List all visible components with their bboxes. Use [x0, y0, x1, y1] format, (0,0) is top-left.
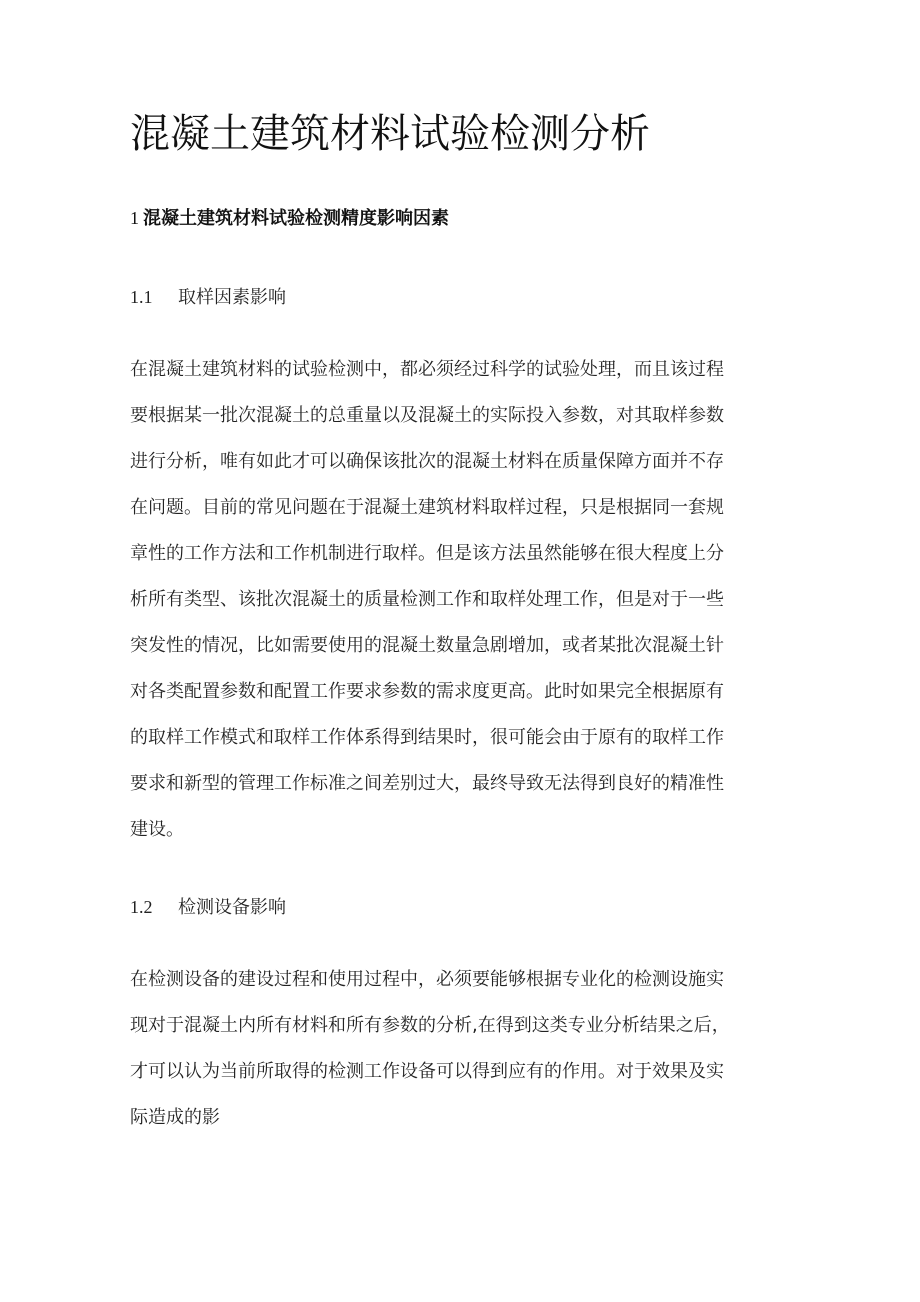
paragraph-line: 要根据某一批次混凝土的总重量以及混凝土的实际投入参数，对其取样参数 — [130, 405, 724, 426]
paragraph-line: 才可以认为当前所取得的检测工作设备可以得到应有的作用。对于效果及实 — [130, 1061, 724, 1082]
subsection-title: 取样因素影响 — [178, 287, 286, 308]
paragraph-line: 在混凝土建筑材料的试验检测中，都必须经过科学的试验处理，而且该过程 — [130, 359, 724, 380]
paragraph-line: 建设。 — [130, 819, 184, 840]
subsection-title: 检测设备影响 — [178, 897, 286, 918]
section-heading — [130, 204, 449, 233]
paragraph-line: 突发性的情况，比如需要使用的混凝土数量急剧增加，或者某批次混凝土针 — [130, 635, 724, 656]
paragraph-line: 析所有类型、该批次混凝土的质量检测工作和取样处理工作，但是对于一些 — [130, 589, 724, 610]
paragraph-line: 在问题。目前的常见问题在于混凝土建筑材料取样过程，只是根据同一套规 — [130, 497, 724, 518]
body-paragraph — [130, 957, 730, 1141]
subsection-number: 1.1 — [130, 287, 153, 307]
paragraph-line: 章性的工作方法和工作机制进行取样。但是该方法虽然能够在很大程度上分 — [130, 543, 724, 564]
body-paragraph — [130, 347, 724, 853]
paragraph-line: 进行分析，唯有如此才可以确保该批次的混凝土材料在质量保障方面并不存 — [130, 451, 724, 472]
paragraph-line: 际造成的影 — [130, 1107, 220, 1128]
paragraph-line: 要求和新型的管理工作标准之间差别过大，最终导致无法得到良好的精准性 — [130, 773, 724, 794]
paragraph-line: 在检测设备的建设过程和使用过程中，必须要能够根据专业化的检测设施实 — [130, 969, 724, 990]
subsection-heading — [130, 283, 286, 312]
subsection-heading — [130, 893, 286, 922]
paragraph-line: 的取样工作模式和取样工作体系得到结果时，很可能会由于原有的取样工作 — [130, 727, 724, 748]
paragraph-line: 对各类配置参数和配置工作要求参数的需求度更高。此时如果完全根据原有 — [130, 681, 724, 702]
section-number: 1 — [130, 208, 139, 228]
paragraph-line: 现对于混凝土内所有材料和所有参数的分析,在得到这类专业分析结果之后， — [130, 1015, 730, 1036]
section-title: 混凝土建筑材料试验检测精度影响因素 — [143, 208, 449, 229]
subsection-number: 1.2 — [130, 897, 153, 917]
document-title: 混凝土建筑材料试验检测分析 — [130, 111, 650, 157]
